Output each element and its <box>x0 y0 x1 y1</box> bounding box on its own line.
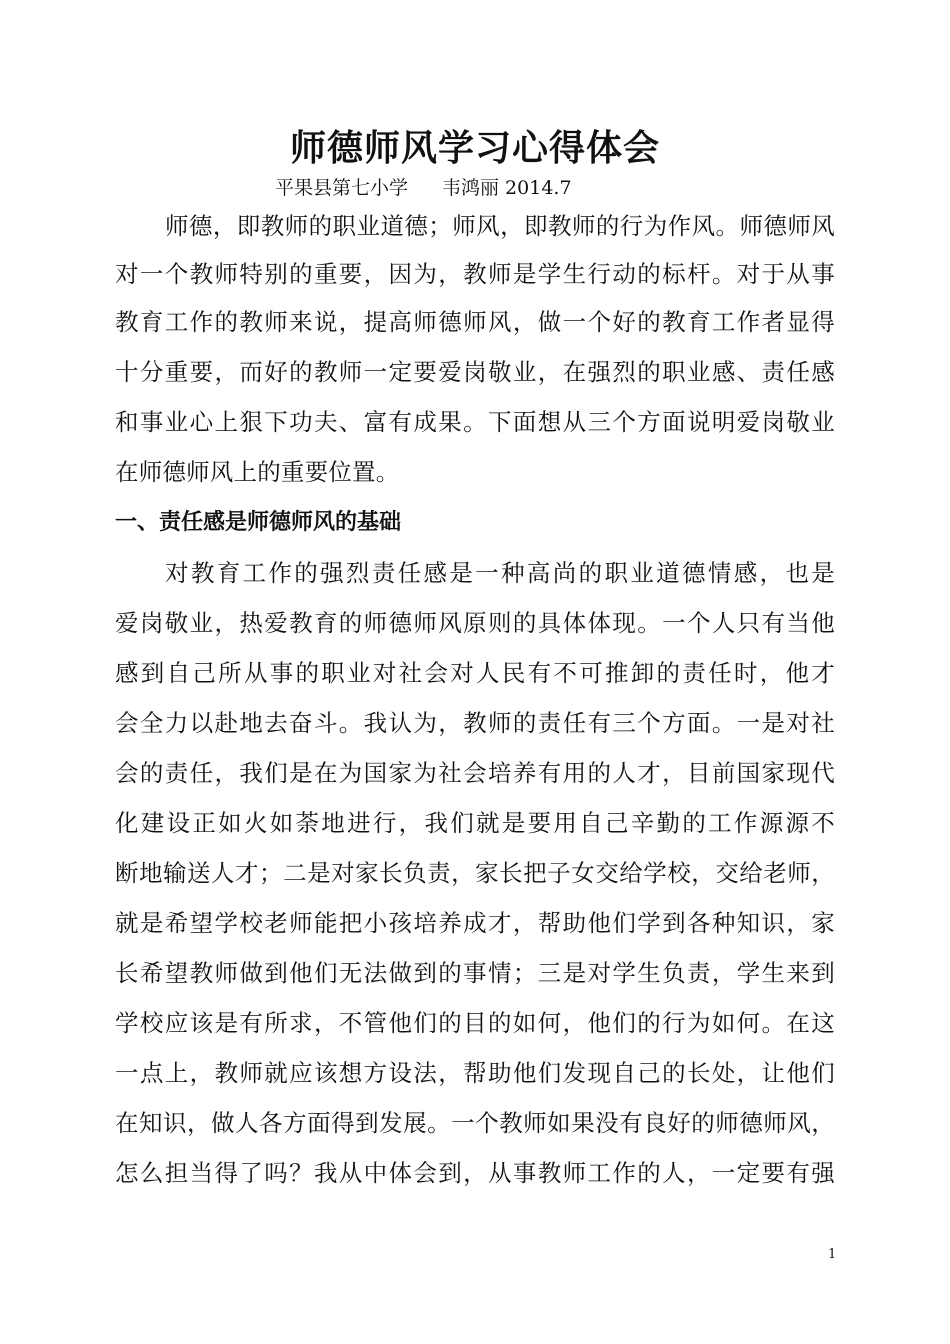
byline <box>275 174 572 202</box>
paragraph-line: 十分重要，而好的教师一定要爱岗敬业，在强烈的职业感、责任感 <box>115 358 835 386</box>
paragraph-line: 对一个教师特别的重要，因为，教师是学生行动的标杆。对于从事 <box>115 260 835 288</box>
paragraph-line: 会的责任，我们是在为国家为社会培养有用的人才，目前国家现代 <box>115 759 835 787</box>
paragraph-line: 感到自己所从事的职业对社会对人民有不可推卸的责任时，他才 <box>115 659 835 687</box>
byline-author-date: 韦鸿丽 2014.7 <box>442 177 572 199</box>
paragraph-line: 在知识，做人各方面得到发展。一个教师如果没有良好的师德师风， <box>115 1109 835 1137</box>
paragraph-line: 怎么担当得了吗？我从中体会到，从事教师工作的人，一定要有强 <box>115 1159 835 1187</box>
paragraph-line: 断地输送人才；二是对家长负责，家长把子女交给学校，交给老师， <box>115 859 835 887</box>
paragraph-line: 对教育工作的强烈责任感是一种高尚的职业道德情感，也是 <box>165 559 835 587</box>
section-heading: 一、责任感是师德师风的基础 <box>115 510 402 535</box>
paragraph-line: 一点上，教师就应该想方设法，帮助他们发现自己的长处，让他们 <box>115 1059 835 1087</box>
page-number: 1 <box>828 1247 837 1262</box>
paragraph-line: 就是希望学校老师能把小孩培养成才，帮助他们学到各种知识，家 <box>115 909 835 937</box>
document-title: 师德师风学习心得体会 <box>289 127 660 169</box>
paragraph-line: 爱岗敬业，热爱教育的师德师风原则的具体体现。一个人只有当他 <box>115 609 835 637</box>
paragraph-line: 长希望教师做到他们无法做到的事情；三是对学生负责，学生来到 <box>115 959 835 987</box>
byline-school: 平果县第七小学 <box>275 177 409 199</box>
paragraph-line: 教育工作的教师来说，提高师德师风，做一个好的教育工作者显得 <box>115 308 835 336</box>
paragraph-line: 化建设正如火如荼地进行，我们就是要用自己辛勤的工作源源不 <box>115 809 835 837</box>
paragraph-line: 会全力以赴地去奋斗。我认为，教师的责任有三个方面。一是对社 <box>115 709 835 737</box>
paragraph-line: 师德，即教师的职业道德；师风，即教师的行为作风。师德师风 <box>165 212 835 240</box>
paragraph-line: 和事业心上狠下功夫、富有成果。下面想从三个方面说明爱岗敬业 <box>115 408 835 436</box>
paragraph-line: 学校应该是有所求，不管他们的目的如何，他们的行为如何。在这 <box>115 1009 835 1037</box>
paragraph-line: 在师德师风上的重要位置。 <box>115 458 400 486</box>
